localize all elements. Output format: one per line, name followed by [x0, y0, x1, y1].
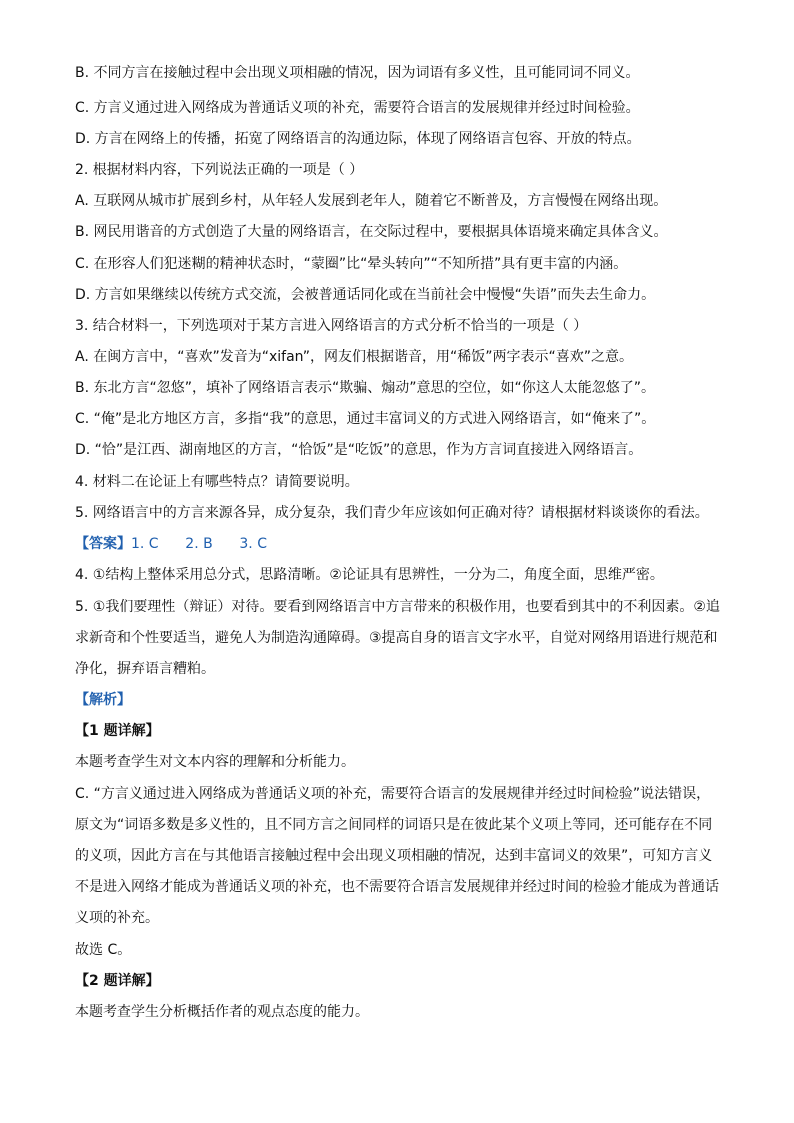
answer-5-line-3: 净化，摒弃语言糟粕。 [75, 661, 215, 677]
q4-stem: 4. 材料二在论证上有哪些特点？请简要说明。 [75, 474, 359, 490]
q3-option-b: B. 东北方言“忽悠”，填补了网络语言表示“欺骗、煽动”意思的空位，如“你这人太能忽悠了”。 [75, 380, 656, 396]
detail-1-label: 【1 题详解】 [75, 723, 160, 739]
q2-option-b: B. 网民用谐音的方式创造了大量的网络语言，在交际过程中，要根据具体语境来确定具体含义。 [75, 224, 668, 240]
q3-stem: 3. 结合材料一，下列选项对于某方言进入网络语言的方式分析不恰当的一项是（ ） [75, 318, 588, 334]
detail-1-line-4: 不是进入网络才能成为普通话义项的补充，也不需要符合语言发展规律并经过时间的检验才能成为普通话 [75, 879, 719, 895]
answer-mc: 1. C 2. B 3. C [131, 536, 267, 552]
q1-option-d: D. 方言在网络上的传播，拓宽了网络语言的沟通边际，体现了网络语言包容、开放的特点。 [75, 131, 641, 147]
q2-option-a: A. 互联网从城市扩展到乡村，从年轻人发展到老年人，随着它不断普及，方言慢慢在网络出现。 [75, 193, 668, 209]
detail-1-line-3: 的义项，因此方言在与其他语言接触过程中会出现义项相融的情况，达到丰富词义的效果”，可知方言义 [75, 848, 713, 864]
detail-1-choice: 故选 C。 [75, 942, 132, 958]
q3-option-a: A. 在闽方言中，“喜欢”发音为“xifan”，网友们根据谐音，用“稀饭”两字表示“喜欢”之意。 [75, 349, 634, 365]
analysis-label: 【解析】 [75, 692, 131, 708]
q1-option-c: C. 方言义通过进入网络成为普通话义项的补充，需要符合语言的发展规律并经过时间检验。 [75, 100, 640, 116]
q2-option-d: D. 方言如果继续以传统方式交流，会被普通话同化或在当前社会中慢慢“失语”而失去生命力。 [75, 287, 656, 303]
detail-1-line-2: 原文为“词语多数是多义性的，且不同方言之间同样的词语只是在彼此某个义项上等同，还可能存在不同 [75, 817, 713, 833]
answer-label: 【答案】 [75, 536, 131, 552]
q2-option-c: C. 在形容人们犯迷糊的精神状态时，“蒙圈”比“晕头转向”“不知所措”具有更丰富的内涵。 [75, 256, 628, 272]
q1-option-b: B. 不同方言在接触过程中会出现义项相融的情况，因为词语有多义性，且可能同词不同义。 [75, 65, 640, 81]
answer-5-line-2: 求新奇和个性要适当，避免人为制造沟通障碍。③提高自身的语言文字水平，自觉对网络用语进行规范和 [75, 630, 718, 646]
answer-5-line-1: 5. ①我们要理性（辩证）对待。要看到网络语言中方言带来的积极作用，也要看到其中的不利因素。②追 [75, 599, 720, 615]
q2-stem: 2. 根据材料内容，下列说法正确的一项是（ ） [75, 162, 364, 178]
q5-stem: 5. 网络语言中的方言来源各异，成分复杂，我们青少年应该如何正确对待？请根据材料谈谈你的看法。 [75, 505, 709, 521]
detail-2-intro: 本题考查学生分析概括作者的观点态度的能力。 [75, 1004, 369, 1020]
detail-1-intro: 本题考查学生对文本内容的理解和分析能力。 [75, 754, 355, 770]
answer-row [75, 534, 725, 554]
q3-option-d: D. “恰”是江西、湖南地区的方言，“恰饭”是“吃饭”的意思，作为方言词直接进入网络语言。 [75, 442, 643, 458]
q3-option-c: C. “俺”是北方地区方言，多指“我”的意思，通过丰富词义的方式进入网络语言，如“俺来了”。 [75, 411, 656, 427]
answer-4: 4. ①结构上整体采用总分式，思路清晰。②论证具有思辨性，一分为二，角度全面，思维严密。 [75, 567, 664, 583]
detail-2-label: 【2 题详解】 [75, 973, 160, 989]
detail-1-line-5: 义项的补充。 [75, 910, 159, 926]
detail-1-line-1: C. “方言义通过进入网络成为普通话义项的补充，需要符合语言的发展规律并经过时间检验”说法错误， [75, 786, 711, 802]
